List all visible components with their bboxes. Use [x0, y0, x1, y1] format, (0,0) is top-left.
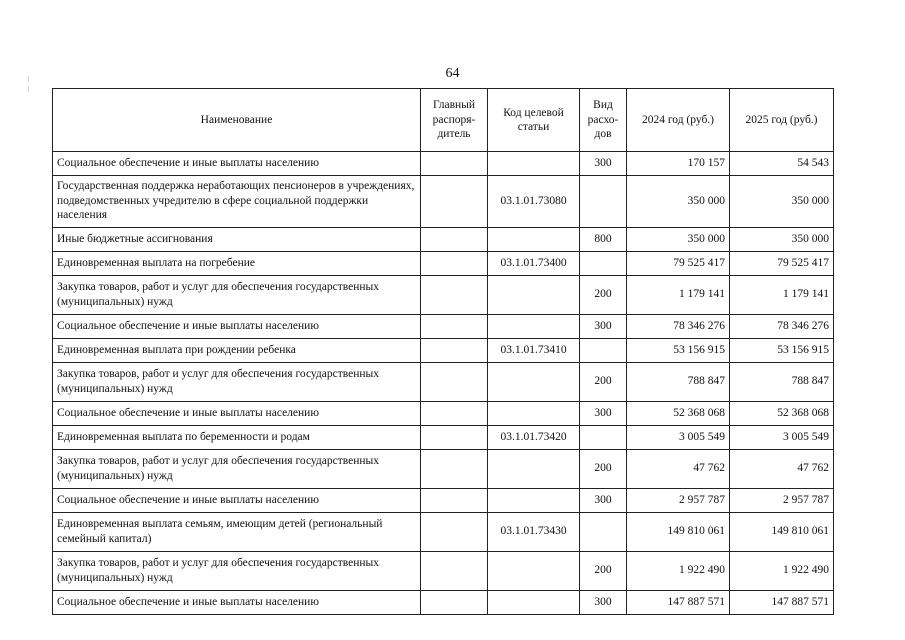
row-code	[488, 276, 580, 315]
scan-mark	[28, 86, 29, 92]
row-type: 200	[580, 552, 627, 591]
table-row	[53, 252, 834, 276]
table-row	[53, 591, 834, 615]
budget-table	[52, 88, 834, 615]
row-name: Закупка товаров, работ и услуг для обеспечения государственных (муниципальных) нужд	[53, 552, 421, 591]
header-2024: 2024 год (руб.)	[627, 89, 730, 152]
row-amount-2024: 350 000	[627, 228, 730, 252]
row-code	[488, 402, 580, 426]
row-name: Социальное обеспечение и иные выплаты населению	[53, 152, 421, 176]
row-code	[488, 228, 580, 252]
row-code	[488, 152, 580, 176]
row-admin	[421, 450, 488, 489]
row-code: 03.1.01.73410	[488, 339, 580, 363]
row-name: Социальное обеспечение и иные выплаты населению	[53, 315, 421, 339]
row-admin	[421, 513, 488, 552]
row-name: Социальное обеспечение и иные выплаты населению	[53, 489, 421, 513]
row-type	[580, 176, 627, 228]
row-type: 300	[580, 402, 627, 426]
row-code: 03.1.01.73400	[488, 252, 580, 276]
row-admin	[421, 339, 488, 363]
row-admin	[421, 228, 488, 252]
header-name: Наименование	[53, 89, 421, 152]
row-amount-2025: 1 922 490	[730, 552, 834, 591]
row-amount-2025: 149 810 061	[730, 513, 834, 552]
row-amount-2025: 54 543	[730, 152, 834, 176]
row-amount-2024: 79 525 417	[627, 252, 730, 276]
table-row	[53, 450, 834, 489]
row-amount-2025: 1 179 141	[730, 276, 834, 315]
table-row	[53, 152, 834, 176]
header-admin-label: Главный распоря-дитель	[432, 99, 476, 141]
table-body	[53, 152, 834, 615]
row-name: Закупка товаров, работ и услуг для обеспечения государственных (муниципальных) нужд	[53, 276, 421, 315]
row-code	[488, 363, 580, 402]
row-admin	[421, 402, 488, 426]
row-admin	[421, 552, 488, 591]
row-code: 03.1.01.73080	[488, 176, 580, 228]
row-admin	[421, 363, 488, 402]
header-code: Код целевой статьи	[488, 89, 580, 152]
row-code: 03.1.01.73430	[488, 513, 580, 552]
row-admin	[421, 276, 488, 315]
row-type: 300	[580, 591, 627, 615]
row-name: Социальное обеспечение и иные выплаты населению	[53, 402, 421, 426]
row-type: 300	[580, 152, 627, 176]
row-name: Единовременная выплата при рождении ребенка	[53, 339, 421, 363]
row-amount-2024: 788 847	[627, 363, 730, 402]
row-code	[488, 315, 580, 339]
table-row	[53, 339, 834, 363]
row-amount-2025: 350 000	[730, 228, 834, 252]
row-name: Государственная поддержка неработающих пенсионеров в учреждениях, подведомственных учредителю в сфере социальной поддержки населения	[53, 176, 421, 228]
row-name: Социальное обеспечение и иные выплаты населению	[53, 591, 421, 615]
row-amount-2024: 350 000	[627, 176, 730, 228]
row-type	[580, 513, 627, 552]
row-amount-2025: 52 368 068	[730, 402, 834, 426]
table-row	[53, 228, 834, 252]
row-amount-2025: 3 005 549	[730, 426, 834, 450]
row-name: Единовременная выплата семьям, имеющим детей (региональный семейный капитал)	[53, 513, 421, 552]
row-type	[580, 252, 627, 276]
row-type	[580, 426, 627, 450]
row-amount-2025: 53 156 915	[730, 339, 834, 363]
row-type: 300	[580, 315, 627, 339]
row-code	[488, 450, 580, 489]
row-amount-2024: 78 346 276	[627, 315, 730, 339]
row-name: Закупка товаров, работ и услуг для обеспечения государственных (муниципальных) нужд	[53, 363, 421, 402]
row-amount-2024: 1 179 141	[627, 276, 730, 315]
row-amount-2025: 47 762	[730, 450, 834, 489]
row-admin	[421, 426, 488, 450]
row-name: Единовременная выплата на погребение	[53, 252, 421, 276]
table-row	[53, 315, 834, 339]
row-type: 300	[580, 489, 627, 513]
table-header-row	[53, 89, 834, 152]
row-amount-2024: 147 887 571	[627, 591, 730, 615]
row-type	[580, 339, 627, 363]
table-row	[53, 552, 834, 591]
row-amount-2025: 2 957 787	[730, 489, 834, 513]
row-amount-2024: 53 156 915	[627, 339, 730, 363]
row-amount-2025: 350 000	[730, 176, 834, 228]
row-type: 200	[580, 450, 627, 489]
row-amount-2024: 47 762	[627, 450, 730, 489]
table-row	[53, 176, 834, 228]
row-type: 800	[580, 228, 627, 252]
page-number: 64	[445, 66, 460, 81]
row-name: Единовременная выплата по беременности и родам	[53, 426, 421, 450]
row-amount-2025: 788 847	[730, 363, 834, 402]
table-row	[53, 363, 834, 402]
table-row	[53, 276, 834, 315]
row-amount-2024: 2 957 787	[627, 489, 730, 513]
row-code	[488, 489, 580, 513]
row-amount-2024: 170 157	[627, 152, 730, 176]
row-admin	[421, 489, 488, 513]
row-amount-2024: 52 368 068	[627, 402, 730, 426]
header-admin	[421, 89, 488, 152]
row-amount-2024: 149 810 061	[627, 513, 730, 552]
row-admin	[421, 152, 488, 176]
table-row	[53, 402, 834, 426]
row-code: 03.1.01.73420	[488, 426, 580, 450]
row-code	[488, 552, 580, 591]
row-name: Иные бюджетные ассигнования	[53, 228, 421, 252]
row-amount-2025: 79 525 417	[730, 252, 834, 276]
table-row	[53, 513, 834, 552]
table-row	[53, 489, 834, 513]
table-row	[53, 426, 834, 450]
row-type: 200	[580, 363, 627, 402]
row-type: 200	[580, 276, 627, 315]
row-admin	[421, 315, 488, 339]
row-name: Закупка товаров, работ и услуг для обеспечения государственных (муниципальных) нужд	[53, 450, 421, 489]
header-type: Вид расхо-дов	[580, 89, 627, 152]
row-code	[488, 591, 580, 615]
row-admin	[421, 176, 488, 228]
row-amount-2025: 78 346 276	[730, 315, 834, 339]
header-2025: 2025 год (руб.)	[730, 89, 834, 152]
row-admin	[421, 252, 488, 276]
row-amount-2024: 3 005 549	[627, 426, 730, 450]
row-amount-2024: 1 922 490	[627, 552, 730, 591]
row-amount-2025: 147 887 571	[730, 591, 834, 615]
row-admin	[421, 591, 488, 615]
